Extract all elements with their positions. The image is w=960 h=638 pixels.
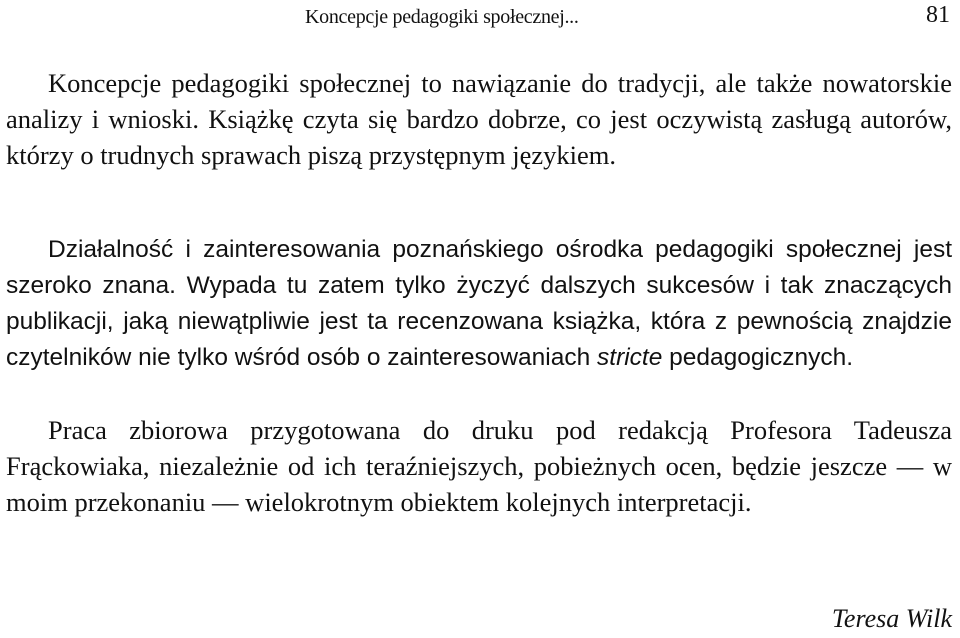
paragraph-3: Praca zbiorowa przygotowana do druku pod redakcją Profesora Tadeusza Frąckowiaka, niezależnie od ich teraźniejszych, pobieżnych ocen, będzie jeszcze — w moim przekonaniu — wielokrotnym obiektem kolejnych interpretacji. bbox=[6, 415, 952, 517]
page-number: 81 bbox=[926, 2, 950, 28]
paragraph-2-ending: pedagogicznych. bbox=[662, 344, 854, 371]
paragraph-2 bbox=[6, 232, 952, 376]
author-signature: Teresa Wilk bbox=[831, 604, 952, 633]
paragraph-2-text: Działalność i zainteresowania poznańskiego ośrodka pedagogiki społecznej jest szeroko znana. Wypada tu zatem tylko życzyć dalszych sukcesów i tak znaczących publikacji, jaką niewątpliwie jest ta recenzowana książka, która z pewnością znajdzie czytelników nie tylko wśród osób o zainteresowaniach bbox=[6, 236, 952, 371]
paragraph-1: Koncepcje pedagogiki społecznej to nawiązanie do tradycji, ale także nowatorskie analizy i wnioski. Książkę czyta się bardzo dobrze, co jest oczywistą zasługą autorów, którzy o trudnych sprawach piszą przystępnym językiem. bbox=[6, 68, 952, 170]
running-header: Koncepcje pedagogiki społecznej... bbox=[305, 6, 579, 28]
paragraph-2-emphasis: stricte bbox=[597, 344, 663, 371]
